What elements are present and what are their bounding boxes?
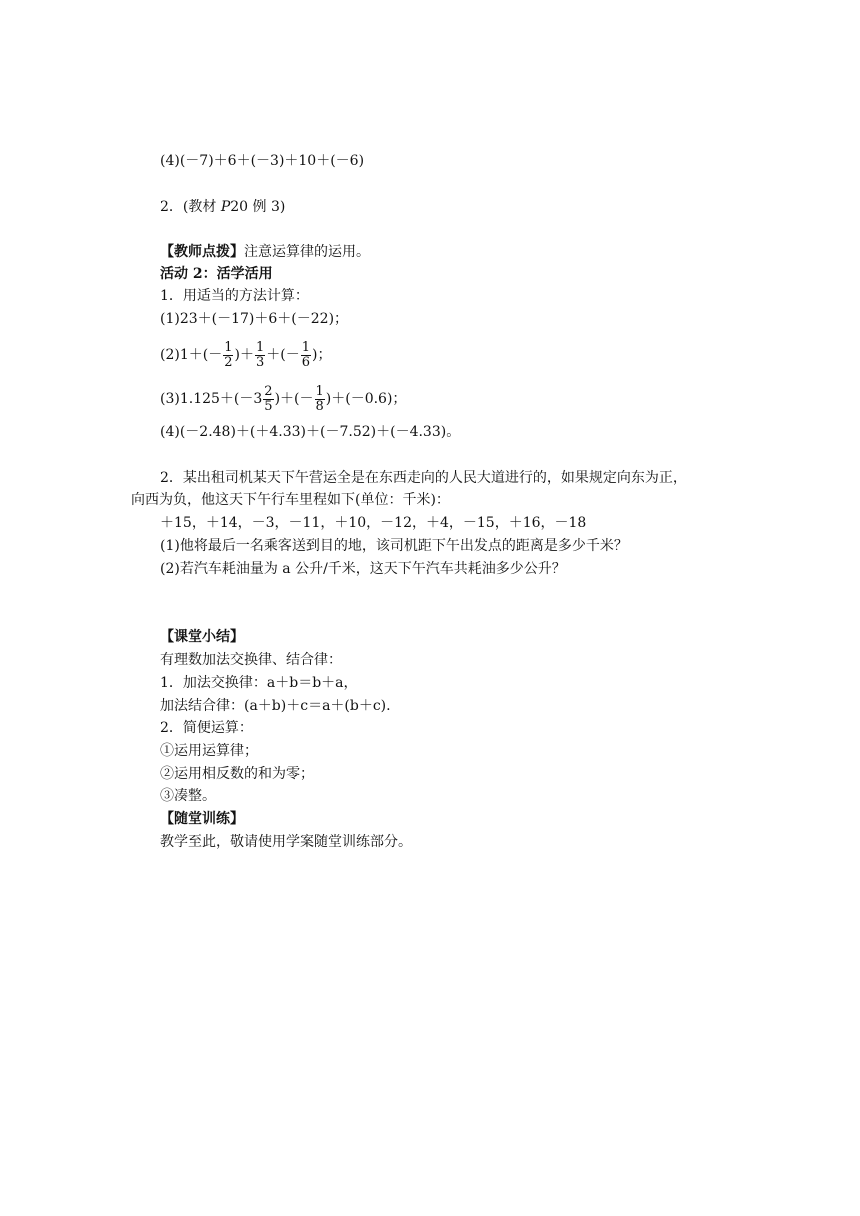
exercise-2-reference: 2．(教材 P20 例 3) — [160, 199, 286, 215]
question-2-part-1: (1)他将最后一名乘客送到目的地，该司机距下午出发点的距离是多少千米？ — [160, 538, 628, 554]
practice-heading: 【随堂训练】 — [160, 811, 244, 827]
exercise-4: (4)(－7)＋6＋(－3)＋10＋(－6) — [160, 153, 365, 169]
summary-line: ②运用相反数的和为零； — [160, 766, 314, 782]
question-1-part-4: (4)(－2.48)＋(＋4.33)＋(－7.52)＋(－4.33)。 — [160, 424, 461, 440]
practice-text: 教学至此，敬请使用学案随堂训练部分。 — [160, 834, 412, 850]
summary-line: ①运用运算律； — [160, 743, 258, 759]
fraction: $\frac{1}{3}$ — [255, 339, 265, 370]
summary-line: ③凑整。 — [160, 788, 216, 804]
question-2-line-2: 向西为负，他这天下午行车里程如下(单位：千米)： — [131, 492, 450, 508]
question-1-part-3: (3)1.125＋(－3 $\frac{2}{5}$ )＋(－ $\frac{1}{8}$ )＋(－0.6)； — [160, 383, 407, 414]
summary-line: 加法结合律：(a＋b)＋c＝a＋(b＋c). — [160, 698, 391, 714]
summary-line: 有理数加法交换律、结合律： — [160, 652, 342, 668]
summary-line: 2．简便运算： — [160, 720, 253, 736]
summary-line: 1．加法交换律：a＋b＝b＋a， — [160, 675, 358, 691]
fraction: $\frac{1}{6}$ — [301, 339, 310, 370]
fraction: $\frac{1}{8}$ — [315, 383, 324, 414]
question-1-part-1: (1)23＋(－17)＋6＋(－22)； — [160, 311, 349, 327]
question-2-line-1: 2．某出租司机某天下午营运全是在东西走向的人民大道进行的，如果规定向东为正， — [160, 470, 687, 486]
activity-2-heading: 活动 2：活学活用 — [160, 266, 273, 282]
fraction: $\frac{2}{5}$ — [264, 383, 273, 414]
fraction: $\frac{1}{2}$ — [224, 339, 233, 370]
question-2-part-2: (2)若汽车耗油量为 a 公升/千米，这天下午汽车共耗油多少公升？ — [160, 561, 566, 577]
teacher-tip-heading: 【教师点拨】 — [160, 244, 244, 260]
teacher-tip-text: 注意运算律的运用。 — [244, 244, 370, 260]
question-2-mileage-data: ＋15，＋14，－3，－11，＋10，－12，＋4，－15，＋16，－18 — [160, 515, 587, 531]
question-1-part-2: (2)1＋(－ $\frac{1}{2}$ )＋ $\frac{1}{3}$ ＋(－ $\frac{1}{6}$ )； — [160, 339, 332, 370]
question-1: 1．用适当的方法计算： — [160, 288, 309, 304]
summary-heading: 【课堂小结】 — [160, 629, 244, 645]
teacher-tip — [160, 241, 370, 263]
